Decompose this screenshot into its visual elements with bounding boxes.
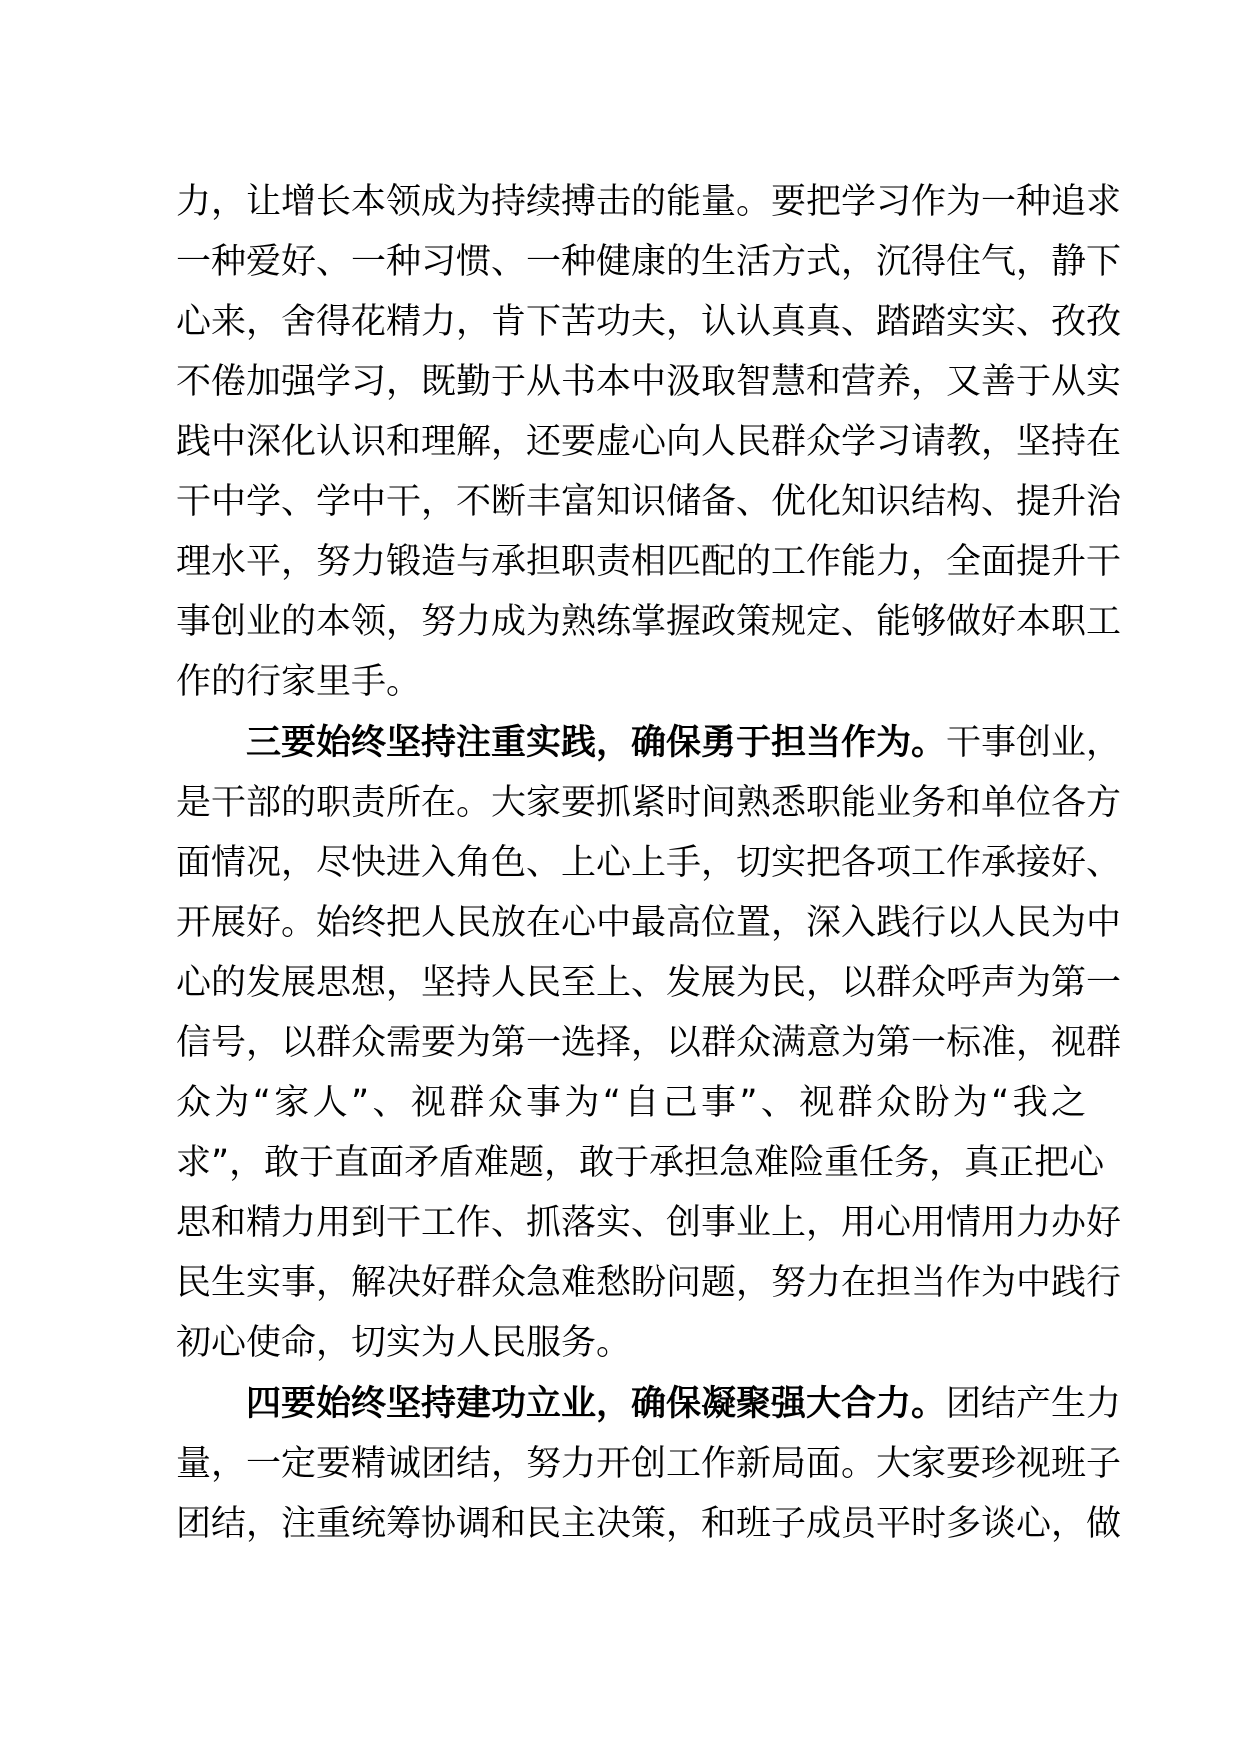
text-line: 事创业的本领，努力成为熟练掌握政策规定、能够做好本职工 — [176, 602, 1122, 642]
text-line: 理水平，努力锻造与承担职责相匹配的工作能力，全面提升干 — [176, 542, 1122, 582]
paragraph — [176, 172, 1122, 712]
text-line — [176, 1374, 1122, 1434]
text-line: 是干部的职责所在。大家要抓紧时间熟悉职能业务和单位各方 — [176, 783, 1122, 823]
text-line: 求”，敢于直面矛盾难题，敢于承担急难险重任务，真正把心 — [176, 1143, 1105, 1183]
text-line: 团结，注重统筹协调和民主决策，和班子成员平时多谈心，做 — [176, 1504, 1122, 1544]
heading-continuation: 团结产生力 — [946, 1384, 1122, 1424]
section-heading: 四要始终坚持建功立业，确保凝聚强大合力。 — [246, 1384, 947, 1424]
text-line: 力，让增长本领成为持续搏击的能量。要把学习作为一种追求 — [176, 182, 1122, 222]
text-line: 开展好。始终把人民放在心中最高位置，深入践行以人民为中 — [176, 903, 1122, 943]
text-line — [176, 713, 1122, 773]
text-line: 初心使命，切实为人民服务。 — [176, 1323, 632, 1363]
text-line: 众为“家人”、视群众事为“自己事”、视群众盼为“我之 — [176, 1083, 1086, 1123]
text-line: 一种爱好、一种习惯、一种健康的生活方式，沉得住气，静下 — [176, 242, 1122, 282]
text-line: 干中学、学中干，不断丰富知识储备、优化知识结构、提升治 — [176, 482, 1122, 522]
text-line: 作的行家里手。 — [176, 662, 422, 702]
heading-continuation: 干事创业， — [946, 723, 1122, 763]
section-heading: 三要始终坚持注重实践，确保勇于担当作为。 — [246, 723, 947, 763]
text-line: 思和精力用到干工作、抓落实、创事业上，用心用情用力办好 — [176, 1203, 1122, 1243]
text-line: 民生实事，解决好群众急难愁盼问题，努力在担当作为中践行 — [176, 1263, 1122, 1303]
text-line: 心来，舍得花精力，肯下苦功夫，认认真真、踏踏实实、孜孜 — [176, 302, 1122, 342]
paragraph — [176, 1374, 1122, 1554]
text-line: 面情况，尽快进入角色、上心上手，切实把各项工作承接好、 — [176, 843, 1122, 883]
paragraph — [176, 713, 1122, 1373]
text-line: 践中深化认识和理解，还要虚心向人民群众学习请教，坚持在 — [176, 422, 1122, 462]
text-line: 信号，以群众需要为第一选择，以群众满意为第一标准，视群 — [176, 1023, 1122, 1063]
text-line: 心的发展思想，坚持人民至上、发展为民，以群众呼声为第一 — [176, 963, 1122, 1003]
document-body — [176, 172, 1122, 1554]
text-line: 量，一定要精诚团结，努力开创工作新局面。大家要珍视班子 — [176, 1444, 1122, 1484]
text-line: 不倦加强学习，既勤于从书本中汲取智慧和营养，又善于从实 — [176, 362, 1122, 402]
